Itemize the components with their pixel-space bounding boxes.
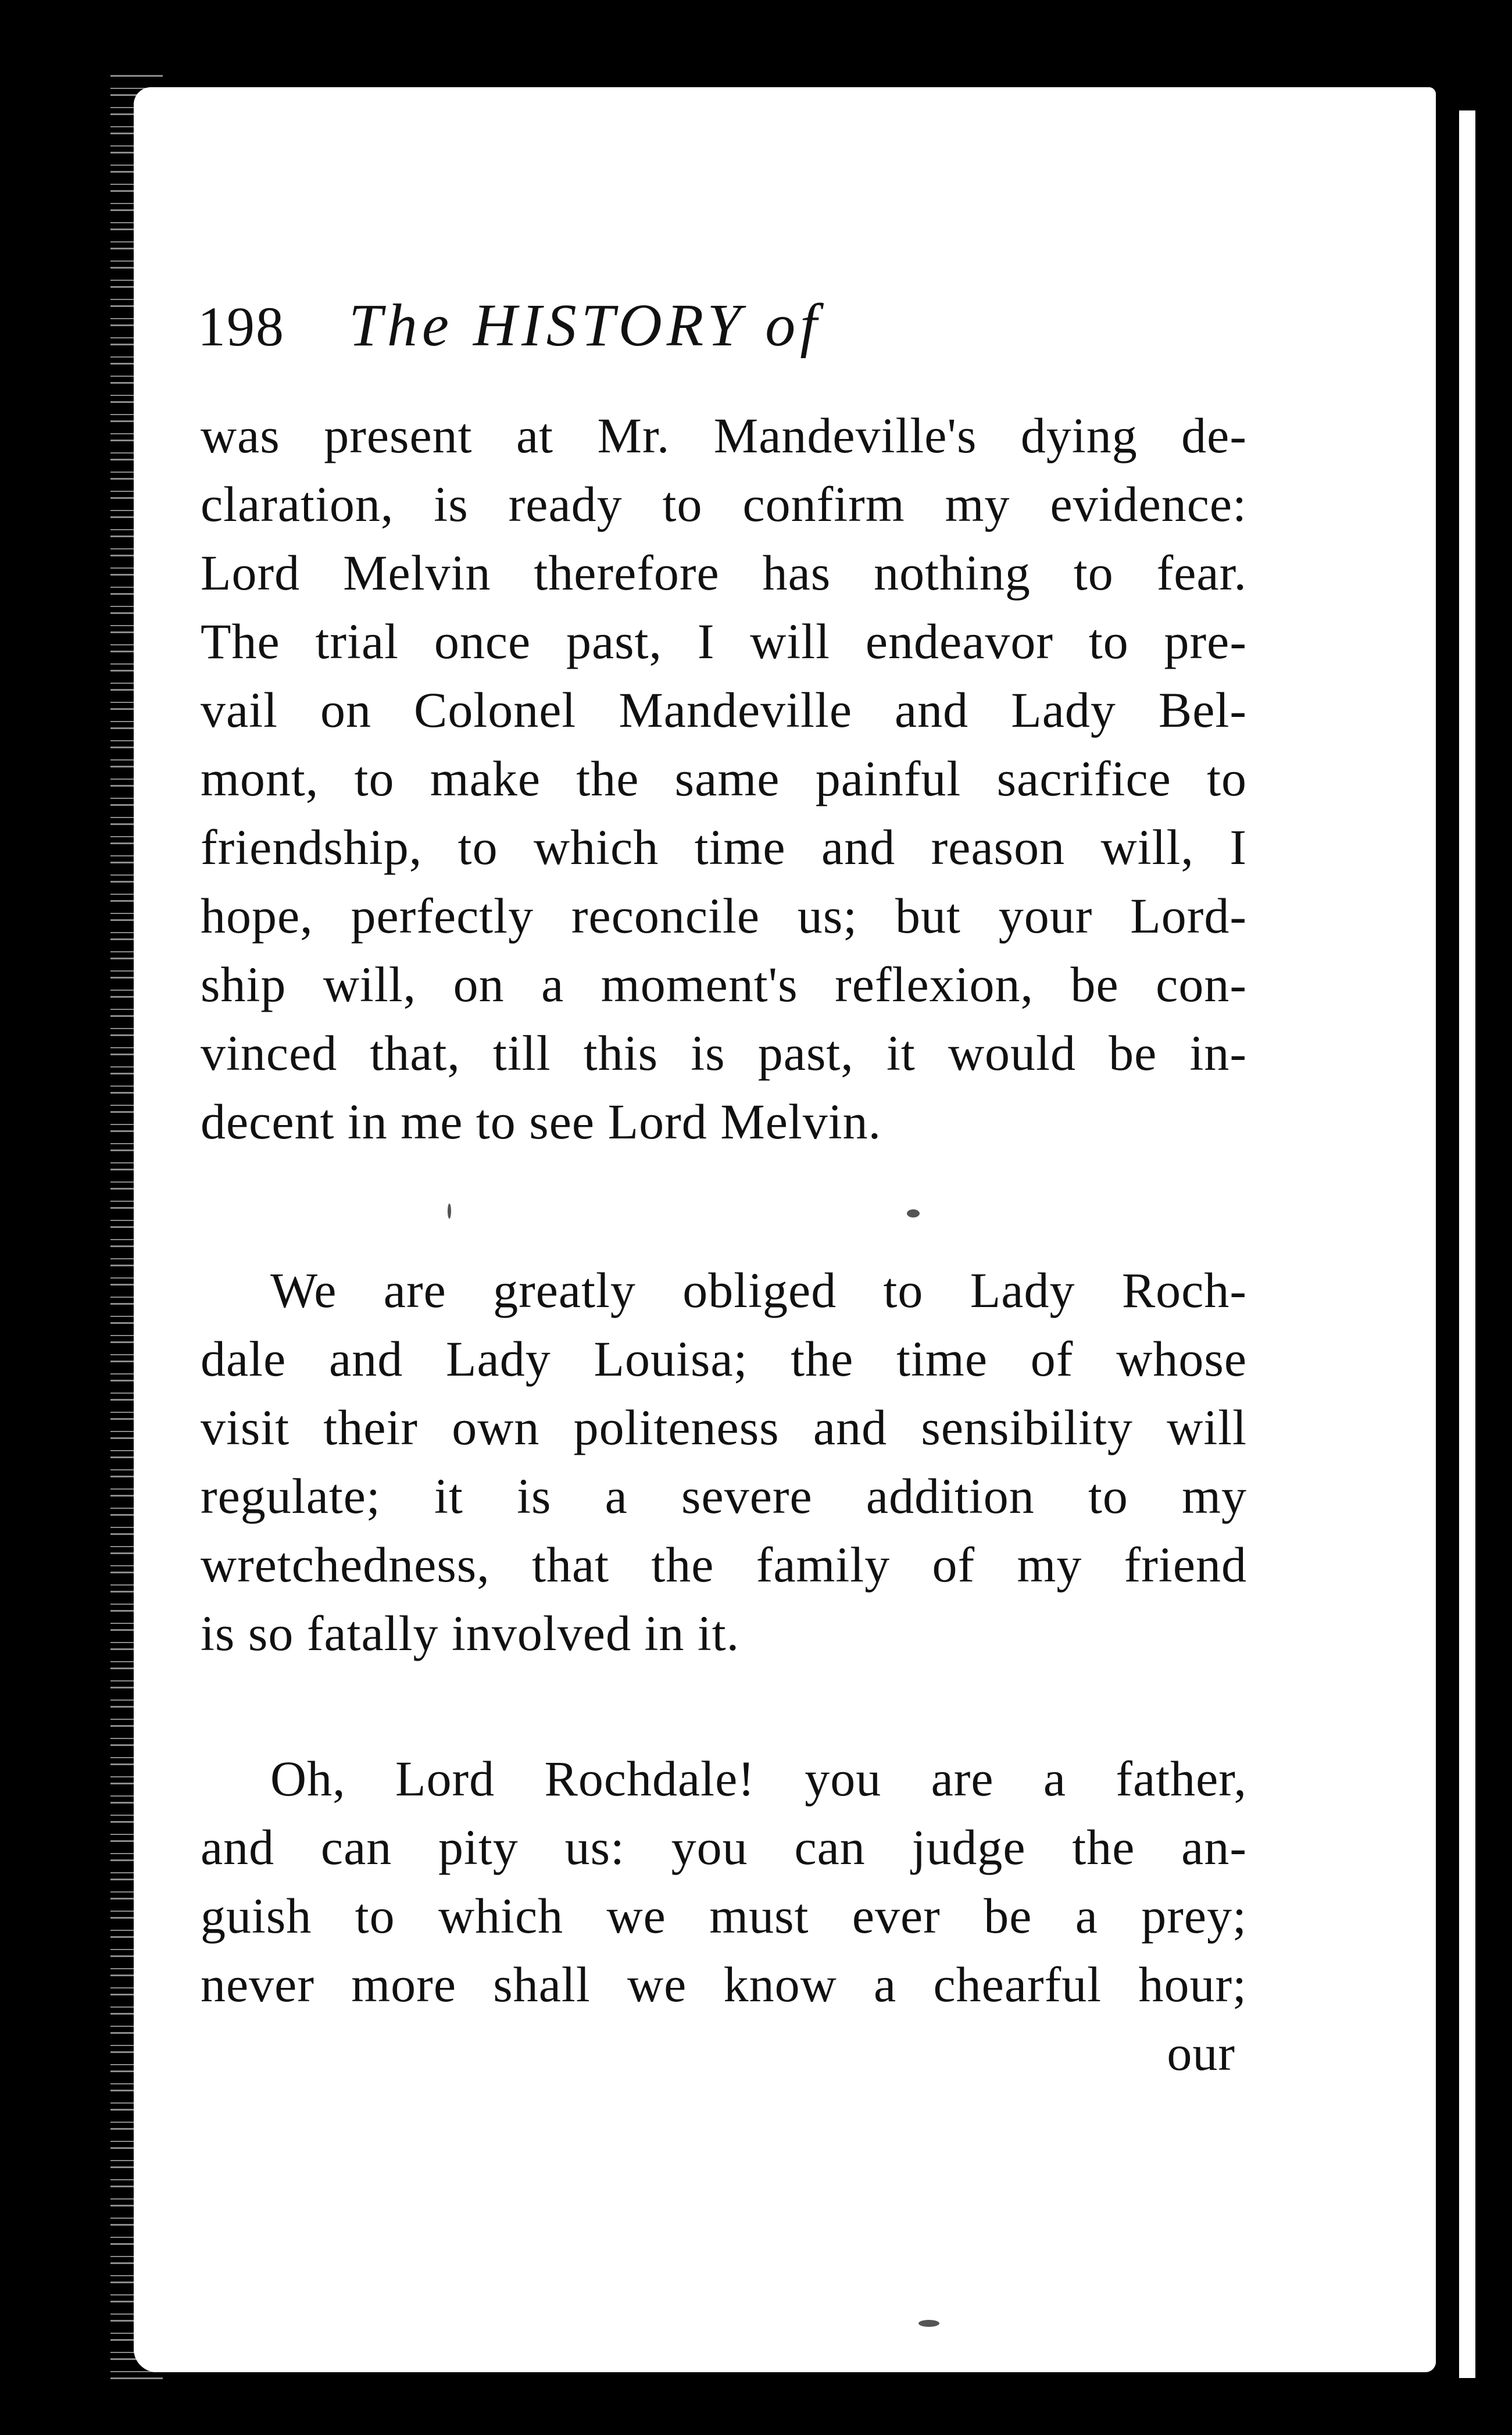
text-line: The trial once past, I will endeavor to pre-	[201, 613, 1247, 669]
paragraph-2	[201, 1256, 1247, 1668]
text-line: is so fatally involved in it.	[201, 1605, 740, 1661]
text-line: dale and Lady Louisa; the time of whose	[201, 1331, 1247, 1387]
paragraph-1	[201, 401, 1247, 1156]
page-number: 198	[198, 295, 285, 358]
text-line: We are greatly obliged to Lady Roch-	[270, 1262, 1247, 1318]
text-line: wretchedness, that the family of my friend	[201, 1537, 1247, 1593]
text-line: decent in me to see Lord Melvin.	[201, 1094, 882, 1149]
text-line: mont, to make the same painful sacrifice to	[201, 751, 1247, 806]
text-line: and can pity us: you can judge the an-	[201, 1819, 1247, 1875]
text-line: regulate; it is a severe addition to my	[201, 1468, 1247, 1524]
ink-speck	[907, 1209, 920, 1218]
text-line: vail on Colonel Mandeville and Lady Bel-	[201, 682, 1247, 738]
running-head	[198, 291, 1244, 378]
ink-speck	[448, 1204, 451, 1219]
text-line: was present at Mr. Mandeville's dying de-	[201, 408, 1247, 463]
text-line: friendship, to which time and reason will, I	[201, 819, 1247, 875]
text-line: claration, is ready to confirm my evidence:	[201, 476, 1247, 532]
text-line: vinced that, till this is past, it would be in-	[201, 1025, 1247, 1081]
text-line: guish to which we must ever be a prey;	[201, 1888, 1247, 1944]
text-line: never more shall we know a chearful hour;	[201, 1956, 1247, 2012]
text-line: Lord Melvin therefore has nothing to fear.	[201, 545, 1247, 601]
text-line: ship will, on a moment's reflexion, be con-	[201, 956, 1247, 1012]
catchword: our	[1167, 2025, 1235, 2081]
text-line: hope, perfectly reconcile us; but your Lord-	[201, 888, 1247, 944]
paragraph-3	[201, 1744, 1247, 2087]
text-line: visit their own politeness and sensibility will	[201, 1399, 1247, 1455]
text-line: Oh, Lord Rochdale! you are a father,	[270, 1751, 1247, 1806]
page-edge-right	[1459, 110, 1475, 2378]
running-title: The HISTORY of	[349, 292, 822, 359]
ink-speck	[918, 2320, 939, 2327]
